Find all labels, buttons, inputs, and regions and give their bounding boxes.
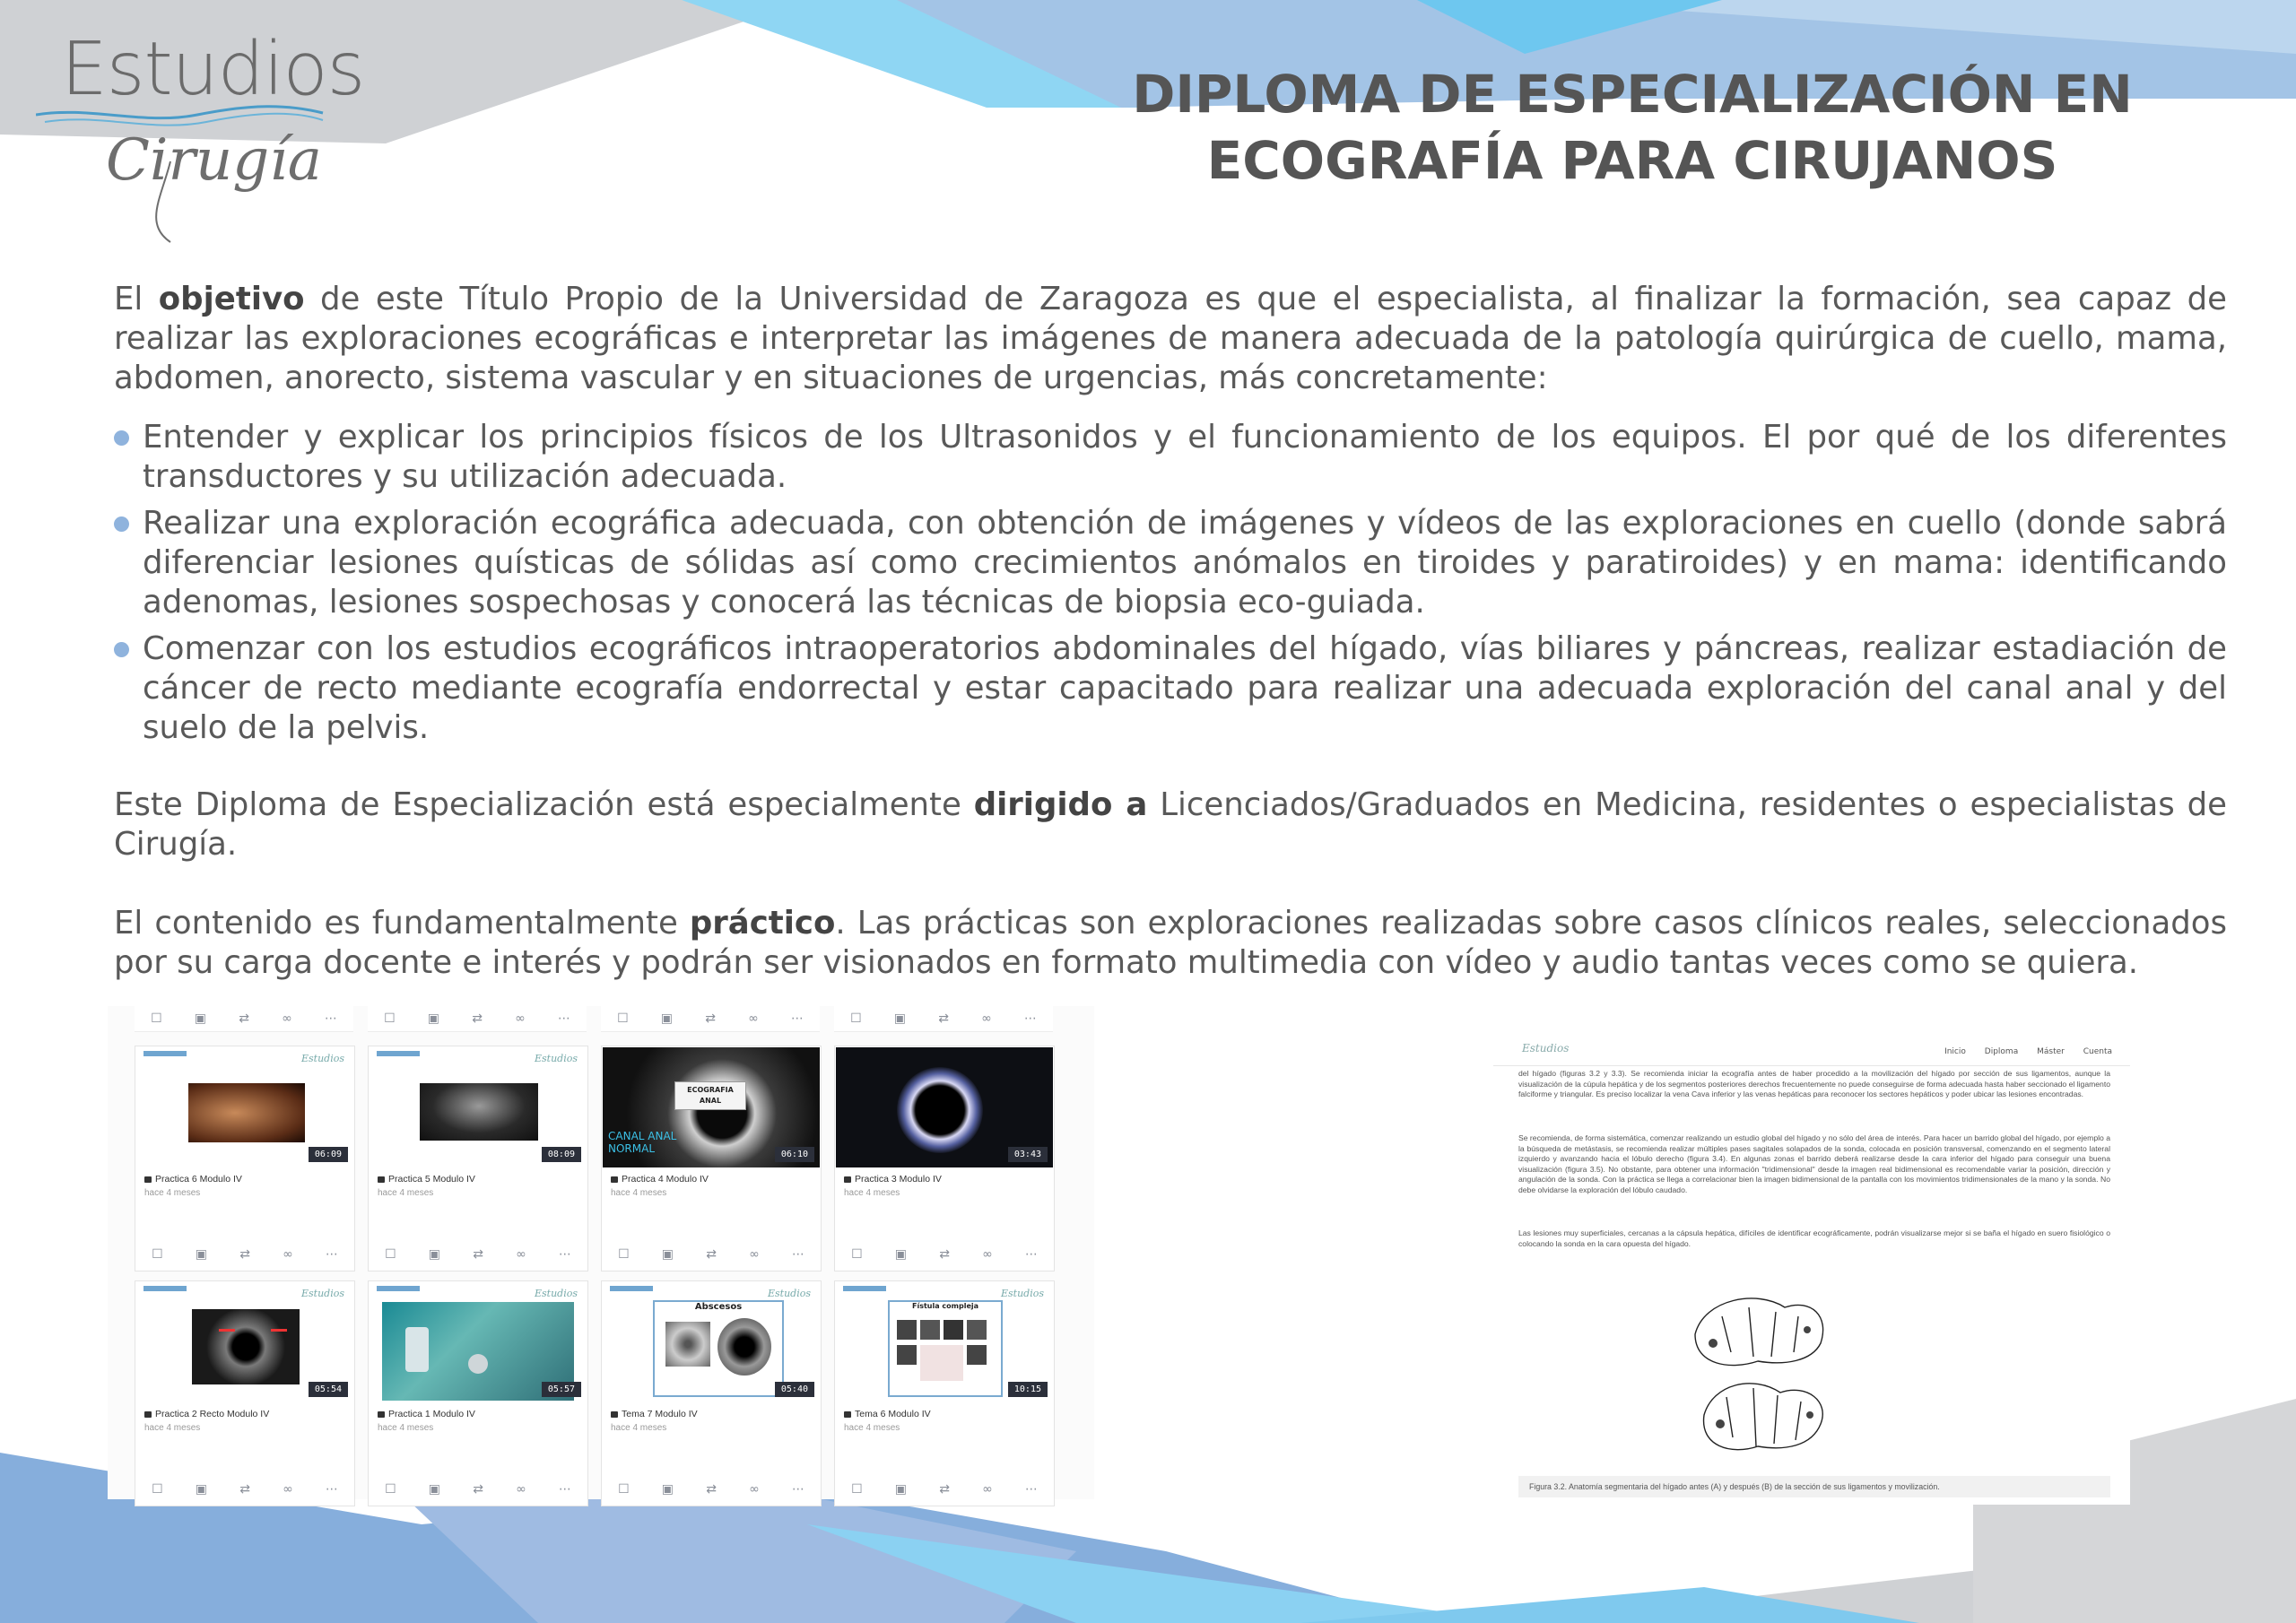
- card-actions-row: [369, 1247, 587, 1262]
- lock-icon: [611, 1411, 618, 1418]
- share-icon[interactable]: ⇄: [239, 1247, 250, 1262]
- video-title[interactable]: Practica 5 Modulo IV: [378, 1174, 475, 1185]
- bullet-dot-icon: [114, 516, 129, 532]
- bullet-dot-icon: [114, 430, 129, 446]
- liver-anatomy-illustration: [1677, 1280, 1839, 1469]
- share-icon[interactable]: ⇄: [473, 1482, 483, 1497]
- video-title[interactable]: Practica 3 Modulo IV: [844, 1174, 942, 1185]
- video-title[interactable]: Practica 2 Recto Modulo IV: [144, 1409, 269, 1419]
- more-icon[interactable]: ⋯: [790, 1011, 804, 1026]
- slide-thumb[interactable]: [603, 1282, 820, 1402]
- audience-paragraph: [114, 785, 2227, 864]
- comment-icon[interactable]: ☐: [851, 1247, 863, 1262]
- video-age: hace 4 meses: [611, 1188, 667, 1198]
- comment-icon[interactable]: ☐: [618, 1247, 630, 1262]
- link-icon[interactable]: ∞: [516, 1247, 526, 1262]
- link-icon[interactable]: ∞: [283, 1482, 293, 1497]
- audience-text-pre: Este Diploma de Especialización está especialmente: [114, 786, 974, 823]
- video-age: hace 4 meses: [144, 1423, 201, 1433]
- link-icon[interactable]: ∞: [749, 1482, 760, 1497]
- video-card[interactable]: [834, 1280, 1055, 1506]
- rectal-thumb[interactable]: [136, 1282, 353, 1402]
- ring-thumb[interactable]: [836, 1047, 1053, 1167]
- comment-icon[interactable]: ☐: [850, 1011, 862, 1026]
- share-icon[interactable]: ⇄: [706, 1247, 717, 1262]
- thumb-logo: Estudios: [300, 1053, 344, 1064]
- thumb-tag: [377, 1286, 420, 1291]
- card-actions-row: [601, 1006, 820, 1032]
- content-text-post: . Las prácticas son exploraciones realizadas sobre casos clínicos reales, seleccionados por su carga docente e interés y podrán ser visionados en formato multimedia con vídeo y audio tantas veces como se quiera.: [114, 905, 2228, 981]
- thumb-tag: [144, 1286, 187, 1291]
- video-title[interactable]: Tema 7 Modulo IV: [611, 1409, 698, 1419]
- equipment-thumb[interactable]: [370, 1282, 587, 1402]
- content-text-pre: El contenido es fundamentalmente: [114, 905, 690, 942]
- video-age: hace 4 meses: [844, 1188, 900, 1198]
- card-actions-row: [602, 1482, 821, 1497]
- nav-link-inicio[interactable]: Inicio: [1944, 1047, 1966, 1056]
- link-icon[interactable]: ∞: [982, 1482, 993, 1497]
- video-duration: 08:09: [542, 1147, 581, 1162]
- objective-text-pre: El: [114, 281, 159, 317]
- video-duration: 05:57: [542, 1382, 581, 1397]
- nav-link-cuenta[interactable]: Cuenta: [2083, 1047, 2112, 1056]
- video-duration: 06:10: [775, 1147, 814, 1162]
- objective-text-post: de este Título Propio de la Universidad de Zaragoza es que el especialista, al finalizar la formación, sea capaz de realizar las exploraciones ecográficas e interpretar las imágenes de manera adecuada de la patología quirúrgica de cuello, mama, abdomen, anorecto, sistema vascular y en situaciones de urgencias, más concretamente:: [114, 281, 2227, 396]
- bookmark-icon[interactable]: ▣: [428, 1482, 441, 1497]
- thumb-tag: [610, 1286, 653, 1291]
- objective-bold: objetivo: [158, 281, 305, 317]
- card-actions-row: [135, 1006, 353, 1032]
- slide-title: Abscesos: [694, 1302, 743, 1312]
- title-line-1: DIPLOMA DE ESPECIALIZACIÓN EN: [1132, 64, 2133, 125]
- comment-icon[interactable]: ☐: [617, 1011, 629, 1026]
- doc-nav-links: [1928, 1047, 2112, 1056]
- video-card[interactable]: [368, 1280, 588, 1506]
- video-grid-screenshot: [108, 1006, 1094, 1499]
- logo-word-estudios: Estudios: [61, 27, 365, 112]
- comment-icon[interactable]: ☐: [385, 1482, 396, 1497]
- lock-icon: [611, 1176, 618, 1183]
- slide-thumb[interactable]: [836, 1282, 1053, 1402]
- video-title[interactable]: Tema 6 Modulo IV: [844, 1409, 931, 1419]
- logo-word-cirugia: Cirugía: [106, 127, 322, 194]
- bookmark-icon[interactable]: ▣: [894, 1247, 908, 1262]
- thumb-logo: Estudios: [767, 1288, 811, 1299]
- figure-caption: Figura 3.2. Anatomía segmentaria del hígado antes (A) y después (B) de la sección de sus ligamentos y movilización.: [1518, 1476, 2110, 1497]
- video-duration: 03:43: [1008, 1147, 1048, 1162]
- doc-paragraph: Se recomienda, de forma sistemática, comenzar realizando un estudio global del hígado y no sólo del área de interés. Para hacer un barrido global del hígado, por ejemplo a la búsqueda de metástasis, se recomienda realizar múltiples pases sagitales solapados de la sonda, colocada en posición transversal, comenzando en el segmento lateral izquierdo y avanzando hacia el lóbulo derecho (figura 3.4). En algunas zonas el barrido deberá realizarse desde la cara inferior del hígado para conseguir una buena visualización (figura 3.5). No obstante, para obtener una información "tridimensional" desde la imagen real bidimensional es recomendable variar la posición, dirección y angulación de la sonda. Con la práctica se llega a correlacionar bien la imagen bidimensional de la pantalla con los movimientos tridimensionales de la mano y la sonda. No debe olvidarse la exploración del lóbulo caudado.: [1518, 1133, 2110, 1194]
- card-actions-row: [135, 1247, 354, 1262]
- more-icon[interactable]: ⋯: [324, 1011, 337, 1026]
- card-actions-row: [369, 1482, 587, 1497]
- bookmark-icon[interactable]: ▣: [428, 1247, 441, 1262]
- share-icon[interactable]: ⇄: [472, 1011, 483, 1026]
- thumb-overlay-label: ECOGRAFIA ANAL: [674, 1081, 746, 1110]
- doc-navbar: [1493, 1038, 2130, 1066]
- bullet-dot-icon: [114, 642, 129, 657]
- card-actions-row: [135, 1482, 354, 1497]
- estudios-cirugia-logo: [36, 27, 365, 251]
- link-icon[interactable]: ∞: [748, 1011, 759, 1026]
- lock-icon: [144, 1176, 152, 1183]
- doc-paragraph: Las lesiones muy superficiales, cercanas a la cápsula hepática, difíciles de identificar ecográficamente, podrán visualizarse mejor si se baña el hígado en suero fisiológico o colocando la sonda en la cara opuesta del hígado.: [1518, 1228, 2110, 1248]
- thumb-tag: [377, 1051, 420, 1056]
- share-icon[interactable]: ⇄: [939, 1482, 950, 1497]
- video-duration: 05:40: [775, 1382, 814, 1397]
- comment-icon[interactable]: ☐: [851, 1482, 863, 1497]
- audience-bold: dirigido a: [973, 786, 1148, 823]
- card-actions-row: [602, 1247, 821, 1262]
- nav-link-diploma[interactable]: Diploma: [1984, 1047, 2019, 1056]
- card-actions-row: [835, 1247, 1054, 1262]
- content-bold: práctico: [689, 905, 836, 942]
- link-icon[interactable]: ∞: [516, 1482, 526, 1497]
- video-age: hace 4 meses: [144, 1188, 201, 1198]
- share-icon[interactable]: ⇄: [706, 1482, 717, 1497]
- bookmark-icon[interactable]: ▣: [195, 1247, 208, 1262]
- more-icon[interactable]: ⋯: [558, 1247, 571, 1262]
- bookmark-icon[interactable]: ▣: [194, 1011, 207, 1026]
- bookmark-icon[interactable]: ▣: [660, 1011, 674, 1026]
- thumb-overlay-caption: CANAL ANAL NORMAL: [608, 1130, 677, 1155]
- more-icon[interactable]: ⋯: [325, 1247, 338, 1262]
- share-icon[interactable]: ⇄: [939, 1247, 950, 1262]
- video-duration: 06:09: [309, 1147, 348, 1162]
- more-icon[interactable]: ⋯: [557, 1011, 570, 1026]
- bookmark-icon[interactable]: ▣: [894, 1482, 908, 1497]
- bookmark-icon[interactable]: ▣: [661, 1247, 674, 1262]
- lock-icon: [844, 1411, 851, 1418]
- bookmark-icon[interactable]: ▣: [661, 1482, 674, 1497]
- video-age: hace 4 meses: [378, 1188, 434, 1198]
- list-item: [114, 504, 2227, 622]
- card-actions-row: [834, 1006, 1053, 1032]
- more-icon[interactable]: ⋯: [1024, 1247, 1038, 1262]
- comment-icon[interactable]: ☐: [152, 1482, 163, 1497]
- slide-title: Fístula compleja: [911, 1302, 979, 1310]
- video-card[interactable]: [368, 1046, 588, 1271]
- thumb-logo: Estudios: [534, 1288, 578, 1299]
- objective-paragraph: [114, 280, 2227, 398]
- video-title[interactable]: Practica 6 Modulo IV: [144, 1174, 242, 1185]
- thumb-tag: [843, 1286, 886, 1291]
- link-icon[interactable]: ∞: [515, 1011, 526, 1026]
- bookmark-icon[interactable]: ▣: [195, 1482, 208, 1497]
- lock-icon: [144, 1411, 152, 1418]
- list-item-text: Realizar una exploración ecográfica adecuada, con obtención de imágenes y vídeos de las exploraciones en cuello (donde sabrá diferenciar lesiones quísticas de sólidas así como crecimientos anómalos en tiroides y paratiroides) y en mama: identificando adenomas, lesiones sospechosas y conocerá las técnicas de biopsia eco-guiada.: [143, 505, 2227, 621]
- video-duration: 05:54: [309, 1382, 348, 1397]
- more-icon[interactable]: ⋯: [791, 1482, 804, 1497]
- objectives-list: [114, 418, 2227, 755]
- video-age: hace 4 meses: [844, 1423, 900, 1433]
- more-icon[interactable]: ⋯: [325, 1482, 338, 1497]
- share-icon[interactable]: ⇄: [938, 1011, 949, 1026]
- list-item-text: Comenzar con los estudios ecográficos intraoperatorios abdominales del hígado, vías biliares y páncreas, realizar estadiación de cáncer de recto mediante ecografía endorrectal y estar capacitado para realizar una adecuada exploración del canal anal y del suelo de la pelvis.: [143, 630, 2227, 746]
- video-card[interactable]: [601, 1046, 822, 1271]
- link-icon[interactable]: ∞: [282, 1011, 292, 1026]
- nav-link-master[interactable]: Máster: [2037, 1047, 2065, 1056]
- content-paragraph: [114, 904, 2227, 983]
- card-actions-row: [368, 1006, 587, 1032]
- lock-icon: [378, 1176, 385, 1183]
- video-card[interactable]: [601, 1280, 822, 1506]
- page-title: [1103, 61, 2161, 194]
- anal-canal-thumb[interactable]: [603, 1047, 820, 1167]
- video-card[interactable]: [834, 1046, 1055, 1271]
- more-icon[interactable]: ⋯: [1023, 1011, 1037, 1026]
- comment-icon[interactable]: ☐: [618, 1482, 630, 1497]
- share-icon[interactable]: ⇄: [239, 1482, 250, 1497]
- video-title[interactable]: Practica 1 Modulo IV: [378, 1409, 475, 1419]
- list-item: [114, 418, 2227, 497]
- video-duration: 10:15: [1008, 1382, 1048, 1397]
- video-age: hace 4 meses: [378, 1423, 434, 1433]
- card-actions-row: [835, 1482, 1054, 1497]
- bookmark-icon[interactable]: ▣: [427, 1011, 440, 1026]
- list-item-text: Entender y explicar los principios físicos de los Ultrasonidos y el funcionamiento de los equipos. El por qué de los diferentes transductores y su utilización adecuada.: [143, 419, 2227, 495]
- link-icon[interactable]: ∞: [749, 1247, 760, 1262]
- more-icon[interactable]: ⋯: [558, 1482, 571, 1497]
- share-icon[interactable]: ⇄: [705, 1011, 716, 1026]
- video-card[interactable]: [135, 1046, 355, 1271]
- more-icon[interactable]: ⋯: [791, 1247, 804, 1262]
- thumb-logo: Estudios: [534, 1053, 578, 1064]
- audience-text-post: Licenciados/Graduados en Medicina, residentes o especialistas de Cirugía.: [114, 786, 2227, 863]
- thumb-logo: Estudios: [300, 1288, 344, 1299]
- video-age: hace 4 meses: [611, 1423, 667, 1433]
- thumb-tag: [144, 1051, 187, 1056]
- comment-icon[interactable]: ☐: [385, 1247, 396, 1262]
- lock-icon: [844, 1176, 851, 1183]
- document-screenshot: [1493, 1038, 2130, 1505]
- video-title[interactable]: Practica 4 Modulo IV: [611, 1174, 709, 1185]
- doc-logo: Estudios: [1522, 1042, 1570, 1055]
- title-line-2: ECOGRAFÍA PARA CIRUJANOS: [1206, 130, 2058, 191]
- more-icon[interactable]: ⋯: [1024, 1482, 1038, 1497]
- comment-icon[interactable]: ☐: [152, 1247, 163, 1262]
- lock-icon: [378, 1411, 385, 1418]
- ultrasound-thumb[interactable]: [370, 1047, 587, 1167]
- endoscopy-thumb[interactable]: [136, 1047, 353, 1167]
- list-item: [114, 629, 2227, 748]
- bookmark-icon[interactable]: ▣: [893, 1011, 907, 1026]
- doc-paragraph: del hígado (figuras 3.2 y 3.3). Se recomienda iniciar la ecografía antes de haber procedido a la movilización del hígado por sección de sus ligamentos, aunque la visualización de la cúpula hepática y de los segmentos posteriores derechos frecuentemente no puede conseguirse de forma adecuada hasta haber seccionado el ligamento falciforme y triangular. Es preciso localizar la vena Cava inferior y las venas hepáticas para reconocer los sectores hepáticos y poder ubicar las lesiones encontradas.: [1518, 1069, 2110, 1098]
- comment-icon[interactable]: ☐: [384, 1011, 396, 1026]
- thumb-logo: Estudios: [1000, 1288, 1044, 1299]
- share-icon[interactable]: ⇄: [473, 1247, 483, 1262]
- share-icon[interactable]: ⇄: [239, 1011, 249, 1026]
- link-icon[interactable]: ∞: [982, 1247, 993, 1262]
- comment-icon[interactable]: ☐: [151, 1011, 162, 1026]
- link-icon[interactable]: ∞: [283, 1247, 293, 1262]
- video-card[interactable]: [135, 1280, 355, 1506]
- link-icon[interactable]: ∞: [981, 1011, 992, 1026]
